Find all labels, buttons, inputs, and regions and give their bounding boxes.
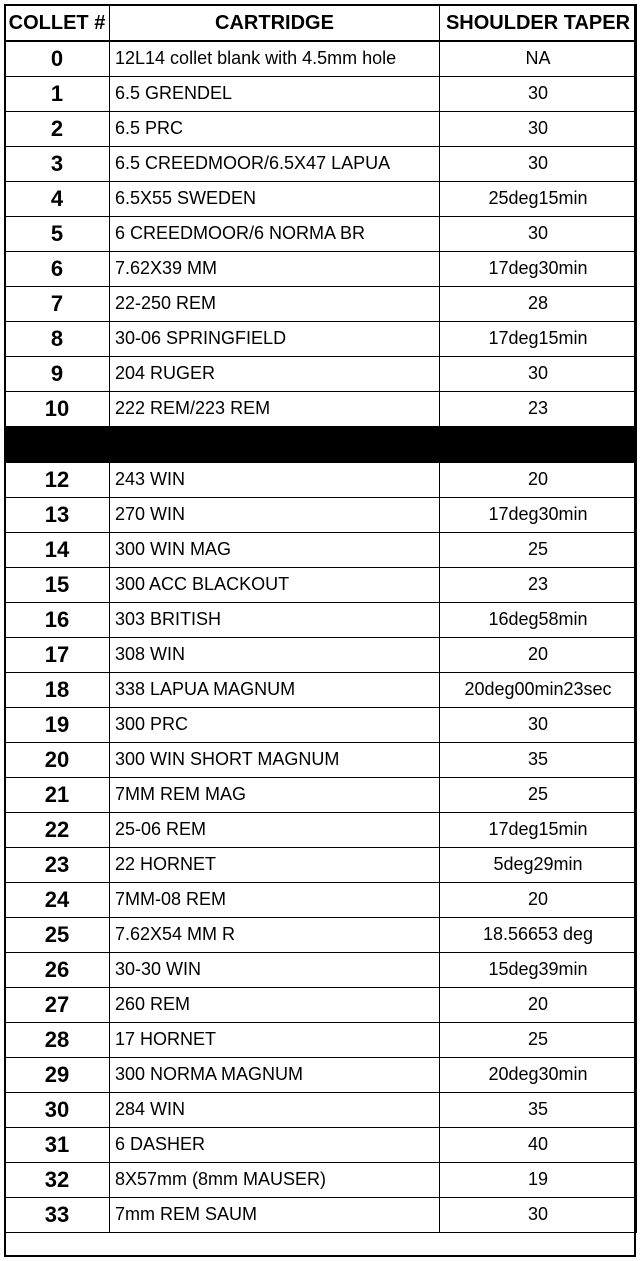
cartridge-cell: 30-30 WIN	[110, 952, 440, 987]
cartridge-cell: 7.62X54 MM R	[110, 917, 440, 952]
header-collet: COLLET #	[5, 5, 110, 41]
cartridge-cell: 222 REM/223 REM	[110, 391, 440, 426]
table-row	[5, 847, 637, 882]
table-row	[5, 41, 637, 76]
cartridge-cell: 30-06 SPRINGFIELD	[110, 321, 440, 356]
shoulder-taper-cell: 5deg29min	[440, 847, 637, 882]
table-body-bottom	[5, 462, 637, 1232]
header-cartridge: CARTRIDGE	[110, 5, 440, 41]
collet-number-cell: 4	[5, 181, 110, 216]
cartridge-cell: 6.5 PRC	[110, 111, 440, 146]
collet-number-cell: 6	[5, 251, 110, 286]
collet-number-cell: 15	[5, 567, 110, 602]
table-row	[5, 356, 637, 391]
table-row	[5, 216, 637, 251]
cartridge-cell: 22 HORNET	[110, 847, 440, 882]
cartridge-cell: 22-250 REM	[110, 286, 440, 321]
cartridge-cell: 260 REM	[110, 987, 440, 1022]
table-row	[5, 882, 637, 917]
cartridge-cell: 308 WIN	[110, 637, 440, 672]
shoulder-taper-cell: 20	[440, 637, 637, 672]
collet-number-cell: 21	[5, 777, 110, 812]
shoulder-taper-cell: 17deg30min	[440, 251, 637, 286]
table-row	[5, 76, 637, 111]
cartridge-cell: 25-06 REM	[110, 812, 440, 847]
collet-number-cell: 22	[5, 812, 110, 847]
shoulder-taper-cell: 17deg15min	[440, 321, 637, 356]
table-row	[5, 532, 637, 567]
collet-table	[4, 4, 637, 1233]
cartridge-cell: 303 BRITISH	[110, 602, 440, 637]
shoulder-taper-cell: 30	[440, 356, 637, 391]
shoulder-taper-cell: NA	[440, 41, 637, 76]
shoulder-taper-cell: 20	[440, 462, 637, 497]
cartridge-cell: 204 RUGER	[110, 356, 440, 391]
collet-number-cell: 31	[5, 1127, 110, 1162]
table-row	[5, 952, 637, 987]
table-row	[5, 1127, 637, 1162]
cartridge-cell: 338 LAPUA MAGNUM	[110, 672, 440, 707]
shoulder-taper-cell: 30	[440, 216, 637, 251]
header-row	[5, 5, 637, 41]
table-body-top	[5, 41, 637, 426]
shoulder-taper-cell: 23	[440, 567, 637, 602]
redacted-cell-taper	[440, 426, 637, 462]
cartridge-cell: 7MM-08 REM	[110, 882, 440, 917]
cartridge-cell: 7mm REM SAUM	[110, 1197, 440, 1232]
collet-number-cell: 16	[5, 602, 110, 637]
shoulder-taper-cell: 16deg58min	[440, 602, 637, 637]
shoulder-taper-cell: 19	[440, 1162, 637, 1197]
shoulder-taper-cell: 25	[440, 1022, 637, 1057]
collet-number-cell: 20	[5, 742, 110, 777]
cartridge-cell: 300 WIN SHORT MAGNUM	[110, 742, 440, 777]
collet-number-cell: 13	[5, 497, 110, 532]
cartridge-cell: 6.5 CREEDMOOR/6.5X47 LAPUA	[110, 146, 440, 181]
cartridge-cell: 6 DASHER	[110, 1127, 440, 1162]
table-row	[5, 497, 637, 532]
shoulder-taper-cell: 15deg39min	[440, 952, 637, 987]
table-row	[5, 1092, 637, 1127]
shoulder-taper-cell: 30	[440, 707, 637, 742]
header-shoulder-taper: SHOULDER TAPER	[440, 5, 637, 41]
table-row	[5, 1057, 637, 1092]
shoulder-taper-cell: 17deg15min	[440, 812, 637, 847]
table-row	[5, 391, 637, 426]
collet-number-cell: 9	[5, 356, 110, 391]
shoulder-taper-cell: 30	[440, 1197, 637, 1232]
table-row	[5, 462, 637, 497]
table-row	[5, 567, 637, 602]
cartridge-cell: 7MM REM MAG	[110, 777, 440, 812]
shoulder-taper-cell: 30	[440, 76, 637, 111]
collet-number-cell: 25	[5, 917, 110, 952]
redacted-row	[5, 426, 637, 462]
table-row	[5, 707, 637, 742]
table-row	[5, 777, 637, 812]
shoulder-taper-cell: 20	[440, 987, 637, 1022]
cartridge-cell: 7.62X39 MM	[110, 251, 440, 286]
table-row	[5, 321, 637, 356]
collet-number-cell: 28	[5, 1022, 110, 1057]
cartridge-cell: 6.5X55 SWEDEN	[110, 181, 440, 216]
collet-number-cell: 27	[5, 987, 110, 1022]
table-row	[5, 917, 637, 952]
collet-number-cell: 8	[5, 321, 110, 356]
shoulder-taper-cell: 20deg30min	[440, 1057, 637, 1092]
collet-number-cell: 12	[5, 462, 110, 497]
shoulder-taper-cell: 17deg30min	[440, 497, 637, 532]
cartridge-cell: 300 NORMA MAGNUM	[110, 1057, 440, 1092]
cartridge-cell: 12L14 collet blank with 4.5mm hole	[110, 41, 440, 76]
shoulder-taper-cell: 30	[440, 111, 637, 146]
collet-number-cell: 33	[5, 1197, 110, 1232]
shoulder-taper-cell: 25	[440, 532, 637, 567]
shoulder-taper-cell: 18.56653 deg	[440, 917, 637, 952]
collet-number-cell: 2	[5, 111, 110, 146]
cartridge-cell: 243 WIN	[110, 462, 440, 497]
collet-number-cell: 5	[5, 216, 110, 251]
shoulder-taper-cell: 25	[440, 777, 637, 812]
collet-number-cell: 23	[5, 847, 110, 882]
collet-number-cell: 18	[5, 672, 110, 707]
shoulder-taper-cell: 20	[440, 882, 637, 917]
table-row	[5, 111, 637, 146]
cartridge-cell: 8X57mm (8mm MAUSER)	[110, 1162, 440, 1197]
cartridge-cell: 270 WIN	[110, 497, 440, 532]
collet-number-cell: 26	[5, 952, 110, 987]
table-row	[5, 1162, 637, 1197]
table-row	[5, 742, 637, 777]
collet-number-cell: 17	[5, 637, 110, 672]
redacted-cell-cartridge	[110, 426, 440, 462]
collet-number-cell: 30	[5, 1092, 110, 1127]
table-row	[5, 987, 637, 1022]
collet-number-cell: 1	[5, 76, 110, 111]
table-row	[5, 602, 637, 637]
redacted-cell-num	[5, 426, 110, 462]
table-row	[5, 181, 637, 216]
table-row	[5, 672, 637, 707]
collet-number-cell: 29	[5, 1057, 110, 1092]
table-row	[5, 1022, 637, 1057]
shoulder-taper-cell: 35	[440, 1092, 637, 1127]
shoulder-taper-cell: 30	[440, 146, 637, 181]
shoulder-taper-cell: 23	[440, 391, 637, 426]
collet-number-cell: 19	[5, 707, 110, 742]
collet-number-cell: 3	[5, 146, 110, 181]
table-row	[5, 637, 637, 672]
cartridge-cell: 300 PRC	[110, 707, 440, 742]
shoulder-taper-cell: 20deg00min23sec	[440, 672, 637, 707]
shoulder-taper-cell: 35	[440, 742, 637, 777]
cartridge-cell: 300 ACC BLACKOUT	[110, 567, 440, 602]
table-row	[5, 812, 637, 847]
collet-number-cell: 32	[5, 1162, 110, 1197]
shoulder-taper-cell: 25deg15min	[440, 181, 637, 216]
table-row	[5, 1197, 637, 1232]
collet-number-cell: 24	[5, 882, 110, 917]
table-row	[5, 146, 637, 181]
redacted-section	[5, 426, 637, 462]
cartridge-cell: 17 HORNET	[110, 1022, 440, 1057]
cartridge-cell: 284 WIN	[110, 1092, 440, 1127]
collet-number-cell: 14	[5, 532, 110, 567]
table-row	[5, 286, 637, 321]
cartridge-cell: 6 CREEDMOOR/6 NORMA BR	[110, 216, 440, 251]
cartridge-cell: 300 WIN MAG	[110, 532, 440, 567]
table-row	[5, 251, 637, 286]
cartridge-cell: 6.5 GRENDEL	[110, 76, 440, 111]
shoulder-taper-cell: 40	[440, 1127, 637, 1162]
shoulder-taper-cell: 28	[440, 286, 637, 321]
collet-number-cell: 0	[5, 41, 110, 76]
collet-number-cell: 10	[5, 391, 110, 426]
collet-number-cell: 7	[5, 286, 110, 321]
